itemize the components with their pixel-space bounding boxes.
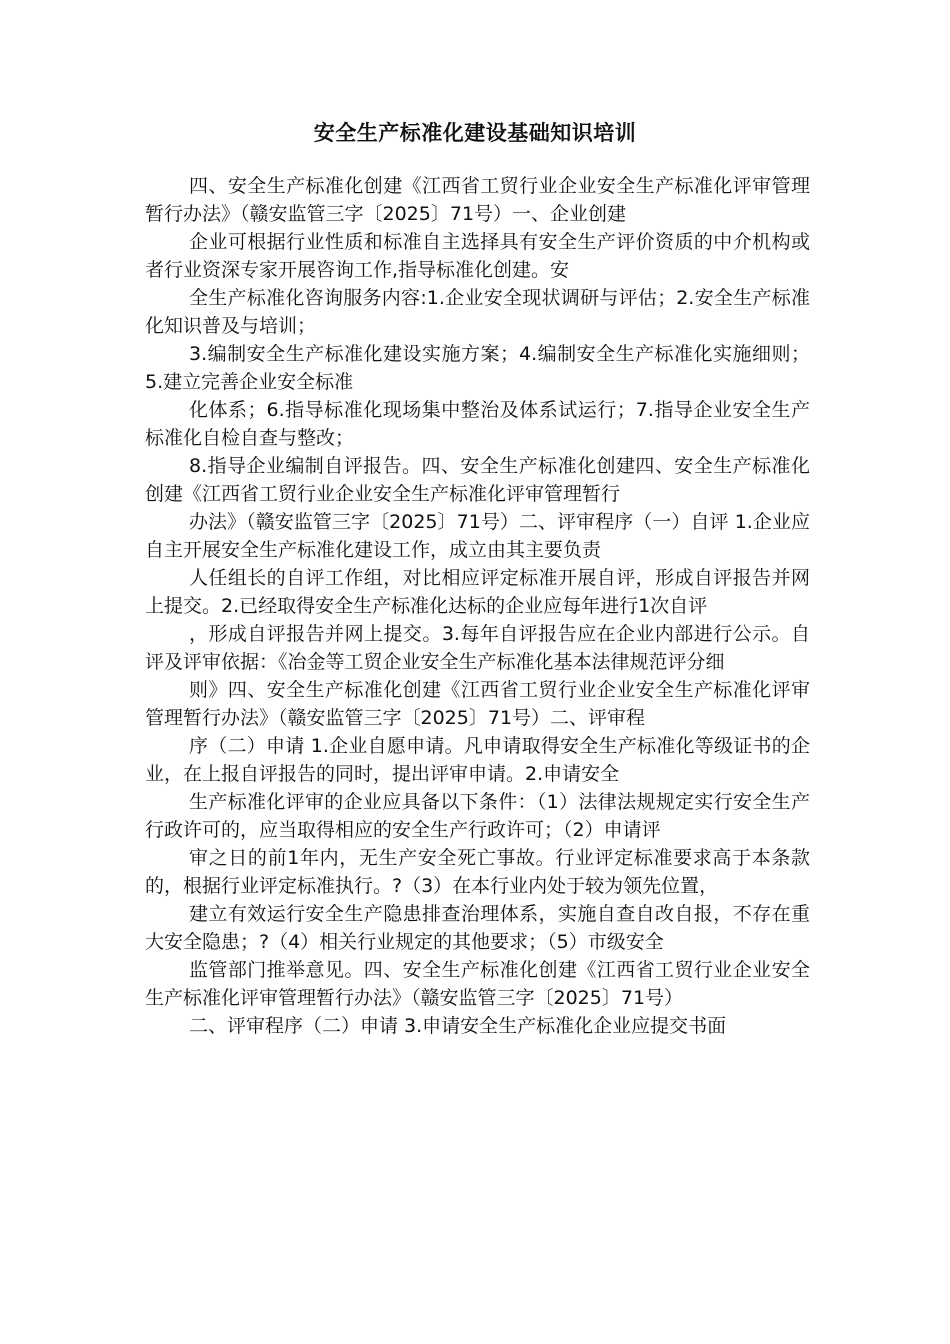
paragraph-3: 全生产标准化咨询服务内容:1.企业安全现状调研与评估；2.安全生产标准化知识普及与培训； <box>145 287 810 337</box>
document-body <box>145 172 810 1040</box>
paragraph-6: 8.指导企业编制自评报告。四、安全生产标准化创建四、安全生产标准化创建《江西省工贸行业企业安全生产标准化评审管理暂行 <box>145 455 810 505</box>
paragraph-1: 四、安全生产标准化创建《江西省工贸行业企业安全生产标准化评审管理暂行办法》（赣安监管三字〔2025〕71号）一、企业创建 <box>145 175 810 225</box>
document-title: 安全生产标准化建设基础知识培训 <box>313 121 637 145</box>
paragraph-11: 序（二）申请 1.企业自愿申请。凡申请取得安全生产标准化等级证书的企业，在上报自评报告的同时，提出评审申请。2.申请安全 <box>145 735 810 785</box>
paragraph-7: 办法》（赣安监管三字〔2025〕71号）二、评审程序（一）自评 1.企业应自主开展安全生产标准化建设工作，成立由其主要负责 <box>145 511 810 561</box>
paragraph-8: 人任组长的自评工作组，对比相应评定标准开展自评，形成自评报告并网上提交。2.已经取得安全生产标准化达标的企业应每年进行1次自评 <box>145 567 810 617</box>
paragraph-4: 3.编制安全生产标准化建设实施方案；4.编制安全生产标准化实施细则；5.建立完善企业安全标准 <box>145 343 810 393</box>
paragraph-10: 则》四、安全生产标准化创建《江西省工贸行业企业安全生产标准化评审管理暂行办法》（赣安监管三字〔2025〕71号）二、评审程 <box>145 679 810 729</box>
paragraph-9: ，形成自评报告并网上提交。3.每年自评报告应在企业内部进行公示。自评及评审依据：《冶金等工贸企业安全生产标准化基本法律规范评分细 <box>145 623 810 673</box>
paragraph-14: 建立有效运行安全生产隐患排查治理体系，实施自查自改自报，不存在重大安全隐患；?（4）相关行业规定的其他要求；（5）市级安全 <box>145 903 810 953</box>
paragraph-2: 企业可根据行业性质和标准自主选择具有安全生产评价资质的中介机构或者行业资深专家开展咨询工作,指导标准化创建。安 <box>145 231 810 281</box>
paragraph-16: 二、评审程序（二）申请 3.申请安全生产标准化企业应提交书面 <box>189 1015 727 1037</box>
paragraph-15: 监管部门推举意见。四、安全生产标准化创建《江西省工贸行业企业安全生产标准化评审管理暂行办法》（赣安监管三字〔2025〕71号） <box>145 959 810 1009</box>
paragraph-13: 审之日的前1年内，无生产安全死亡事故。行业评定标准要求高于本条款的，根据行业评定标准执行。?（3）在本行业内处于较为领先位置， <box>145 847 810 897</box>
paragraph-5: 化体系；6.指导标准化现场集中整治及体系试运行；7.指导企业安全生产标准化自检自查与整改； <box>145 399 810 449</box>
paragraph-12: 生产标准化评审的企业应具备以下条件：（1）法律法规规定实行安全生产行政许可的，应当取得相应的安全生产行政许可；（2）申请评 <box>145 791 810 841</box>
